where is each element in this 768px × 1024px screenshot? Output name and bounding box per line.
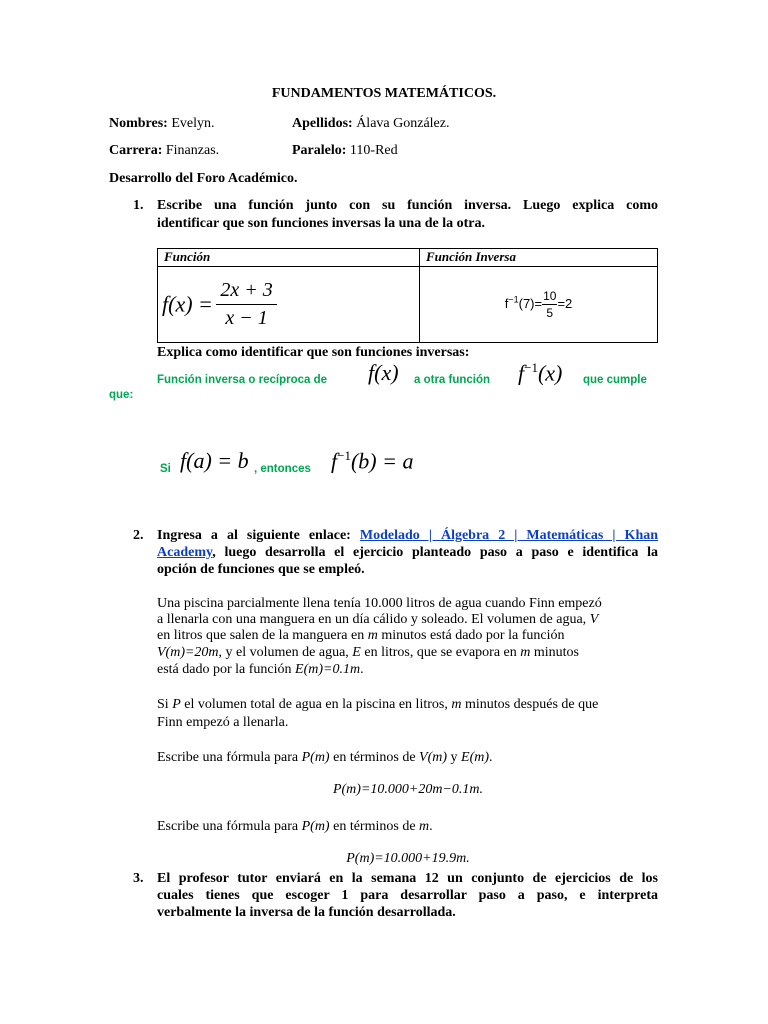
nombres-field (109, 116, 215, 132)
paralelo-value: 110-Red (349, 143, 398, 158)
q2-p2-a: Si (157, 697, 169, 712)
green-finv-arg: (x) (537, 360, 563, 386)
green-finv-sup: −1 (524, 360, 538, 375)
q2-p1-line5 (157, 662, 364, 678)
entonces-label: , entonces (254, 463, 311, 475)
q2-intro: Ingresa a al siguiente enlace: (157, 528, 351, 543)
inverse-denominator: 5 (542, 304, 557, 320)
q2-p3-b: en términos de (333, 750, 416, 765)
q2-p4-Pm: P(m) (301, 819, 330, 834)
finv-b-sup: −1 (337, 448, 351, 463)
q2-p4-m: m (419, 819, 430, 834)
paralelo-field (292, 143, 398, 159)
table-header-inversa-label: Función Inversa (426, 249, 516, 264)
khan-academy-link-cont[interactable]: Academy (157, 545, 213, 560)
apellidos-field (292, 116, 449, 132)
q2-var-m: m (367, 628, 378, 643)
inverse-expression (504, 289, 573, 320)
q2-p2-line1 (157, 697, 598, 713)
function-denominator: x − 1 (216, 304, 276, 330)
q2-p3 (157, 750, 493, 766)
q2-func-V: V(m)=20m (157, 645, 219, 660)
finv-b-equals-a (331, 448, 413, 474)
q2-p3-Em: E(m) (461, 750, 490, 765)
green-text-2: a otra función (414, 374, 491, 386)
nombres-value: Evelyn. (171, 116, 215, 131)
q1-number: 1. (133, 198, 144, 213)
q2-p4-a: Escribe una fórmula para (157, 819, 299, 834)
q2-p2-line2: Finn empezó a llenarla. (157, 715, 289, 730)
inverse-numerator: 10 (543, 289, 557, 303)
q1-line2: identificar que son funciones inversas la una de la otra. (157, 216, 485, 231)
q2-intro-b: , luego desarrolla el ejercicio planteado paso a paso e identifica la (212, 545, 658, 560)
q2-func-E: E(m)=0.1m (295, 662, 361, 677)
function-fraction (216, 279, 276, 330)
q3-number: 3. (133, 871, 144, 886)
table-header-funcion-label: Función (164, 249, 211, 264)
q2-p2-c: minutos después de que (464, 697, 599, 712)
q2-p4 (157, 819, 433, 835)
nombres-label: Nombres: (109, 116, 168, 131)
explain-label: Explica como identificar que son funciones inversas: (157, 345, 470, 360)
q2-p3-Vm: V(m) (419, 750, 448, 765)
q2-p1-line3 (157, 628, 564, 644)
green-text-4: que: (109, 389, 134, 401)
q3-line3: verbalmente la inversa de la función desarrollada. (157, 905, 456, 920)
green-fx: f(x) (368, 360, 399, 385)
document-title: FUNDAMENTOS MATEMÁTICOS. (271, 86, 497, 101)
apellidos-label: Apellidos: (292, 116, 353, 131)
q2-p1-line4-a: , y el volumen de agua, (218, 645, 349, 660)
q2-p1-line2-text: a llenarla con una manguera en un día cálido y soleado. El volumen de agua, (157, 612, 587, 627)
finv-b-rest: (b) = a (350, 448, 414, 474)
q2-p1-line2 (157, 612, 658, 628)
paralelo-label: Paralelo: (292, 143, 347, 158)
table-header-funcion (158, 249, 420, 267)
inverse-result: =2 (557, 295, 573, 311)
inverse-cell (420, 267, 658, 343)
function-cell (158, 267, 420, 343)
green-finv (518, 360, 562, 386)
inverse-sup: −1 (508, 294, 519, 305)
q3-line1: El profesor tutor enviará en la semana 12 un conjunto de ejercicios de los (157, 871, 658, 886)
q2-p3-y: y (450, 750, 458, 765)
q1-line1: Escribe una función junto con su función inversa. Luego explica como (157, 198, 658, 213)
table-header-inversa (420, 249, 658, 267)
q2-number: 2. (133, 528, 144, 543)
q2-line3: opción de funciones que se empleó. (157, 562, 365, 577)
q2-var-E: E (352, 645, 361, 660)
section-title: Desarrollo del Foro Académico. (109, 171, 298, 186)
function-lhs: f(x) = (162, 291, 213, 317)
q2-var-m-2: m (520, 645, 531, 660)
q2-p1-line3-b: minutos está dado por la función (381, 628, 565, 643)
q2-p4-b: en términos de (333, 819, 416, 834)
q2-var-V: V (589, 612, 599, 627)
green-text-3: que cumple (583, 374, 647, 386)
q2-var-m-3: m (451, 697, 462, 712)
equation-2: P(m)=10.000+19.9m. (346, 851, 470, 866)
function-table (157, 248, 658, 343)
q2-p1-line1: Una piscina parcialmente llena tenía 10.000 litros de agua cuando Finn empezó (157, 596, 602, 611)
q2-p3-a: Escribe una fórmula para (157, 750, 299, 765)
inverse-f: f (504, 295, 509, 311)
si-label: Si (160, 463, 171, 475)
q2-p1-line4 (157, 645, 579, 661)
khan-academy-link[interactable]: Modelado | Álgebra 2 | Matemáticas | Khan (359, 528, 659, 543)
equation-1: P(m)=10.000+20m−0.1m. (332, 782, 484, 797)
q2-p3-Pm: P(m) (301, 750, 330, 765)
inverse-arg: (7)= (518, 295, 543, 311)
green-text-1: Función inversa o recíproca de (157, 374, 327, 386)
q2-p1-line4-b: en litros, que se evapora en (364, 645, 517, 660)
green-finv-f: f (518, 360, 525, 386)
carrera-value: Finanzas. (165, 143, 220, 158)
q2-line1 (157, 528, 658, 544)
function-numerator: 2x + 3 (220, 279, 273, 301)
finv-b-f: f (331, 448, 338, 474)
q3-line2: cuales tienes que escoger 1 para desarrollar paso a paso, e interpreta (157, 888, 658, 903)
q2-p4-c: . (429, 819, 433, 834)
inverse-fraction (542, 289, 557, 320)
q2-var-P: P (172, 697, 181, 712)
q2-line2 (157, 545, 658, 561)
apellidos-value: Álava González. (356, 116, 450, 131)
carrera-label: Carrera: (109, 143, 163, 158)
q2-p1-line3-a: en litros que salen de la manguera en (157, 628, 365, 643)
carrera-field (109, 143, 219, 159)
q2-p3-c: . (489, 750, 493, 765)
fa-equals-b: f(a) = b (180, 448, 249, 473)
q2-p1-line5-b: . (360, 662, 364, 677)
q2-p1-line5-a: está dado por la función (157, 662, 292, 677)
q2-p2-b: el volumen total de agua en la piscina en litros, (184, 697, 448, 712)
q2-p1-line4-c: minutos (533, 645, 579, 660)
